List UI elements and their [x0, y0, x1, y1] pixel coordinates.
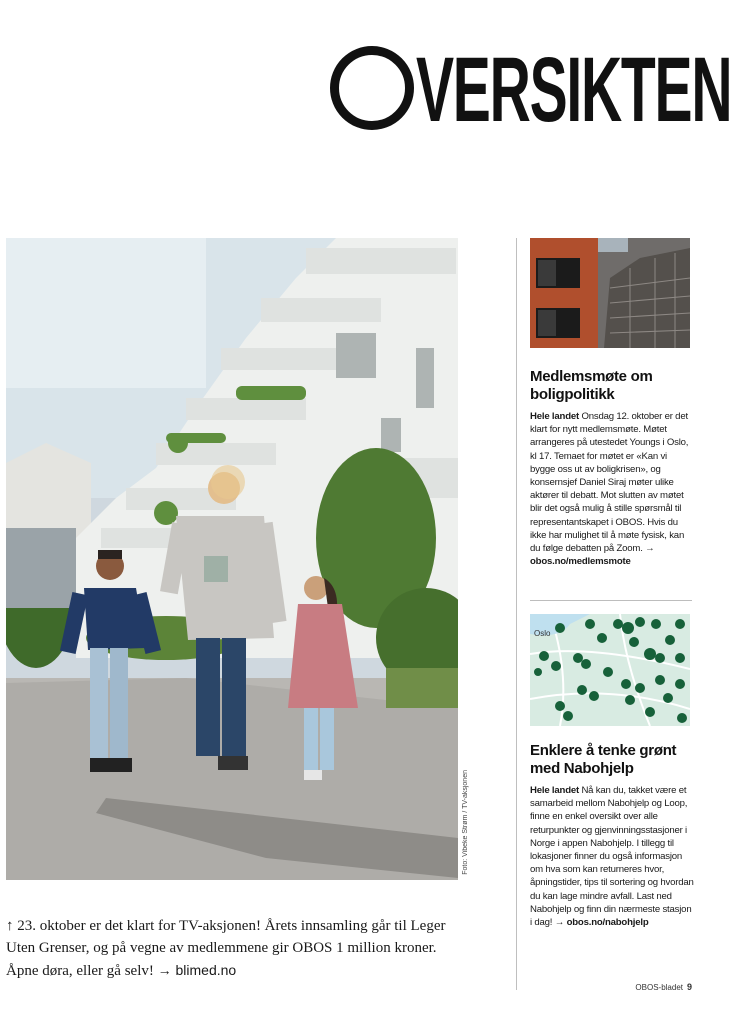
article-region: Hele landet [530, 785, 579, 796]
map-thumbnail [530, 614, 690, 726]
publication-name: OBOS-bladet [635, 983, 683, 992]
article-nabohjelp [530, 742, 694, 929]
page-number: 9 [686, 982, 692, 992]
article-body [530, 784, 694, 929]
article-medlemsmote [530, 368, 694, 568]
building-thumbnail [530, 238, 690, 348]
article-body [530, 410, 694, 568]
masthead-o-letter [330, 46, 414, 130]
article-link[interactable]: → obos.no/nabohjelp [554, 917, 649, 929]
article-title: Medlemsmøte om boligpolitikk [530, 368, 653, 403]
main-photo [6, 238, 458, 880]
article-text: Nå kan du, takket være et samarbeid mellom Nabohjelp og Loop, finne en enkel oversikt over alle returpunkter og gjenvinningsstasjoner i Norge i appen Nabohjelp. I tillegg til lokasjoner finner du også informasjon om hva som kan returneres hvor, åpningstider, tips til sortering og hvordan du kan lage mindre avfall. Last ned Nabohjelp og finn din nærmeste stasjon i dag! [530, 785, 694, 929]
article-region: Hele landet [530, 411, 579, 422]
article-divider [530, 600, 692, 601]
page-footer [600, 982, 692, 992]
column-rule [516, 238, 517, 990]
article-title: Enklere å tenke grønt med Nabohjelp [530, 742, 677, 777]
photo-caption [6, 915, 446, 982]
photo-credit: Foto: Vibeke Strøm / TV-aksjonen [462, 770, 469, 875]
caption-link[interactable]: → blimed.no [157, 962, 237, 978]
article-link[interactable]: → obos.no/medlemsmote [530, 543, 655, 568]
article-text: Onsdag 12. oktober er det klart for nytt medlemsmøte. Møtet arrangeres på utestedet Youngs i Oslo, kl 17. Temaet for møtet er «Kan vi bygge oss ut av boligkrisen», og konsernsjef Daniel Siraj møter ulike aktører til debatt. Mot slutten av møtet blir det også mulig å stille spørsmål til representantskapet i OBOS. Hvis du ikke har mulighet til å møte fysisk, kan du følge debatten på Zoom. [530, 411, 689, 555]
map-label: Oslo [534, 629, 551, 638]
caption-text: ↑ 23. oktober er det klart for TV-aksjonen! Årets innsamling går til Leger Uten Grenser, og på vegne av medlemmene gir OBOS 1 million kroner. Åpne døra, eller gå selv! [6, 918, 446, 979]
masthead-title [328, 36, 732, 148]
masthead-title-text: VERSIKTEN [416, 39, 732, 141]
